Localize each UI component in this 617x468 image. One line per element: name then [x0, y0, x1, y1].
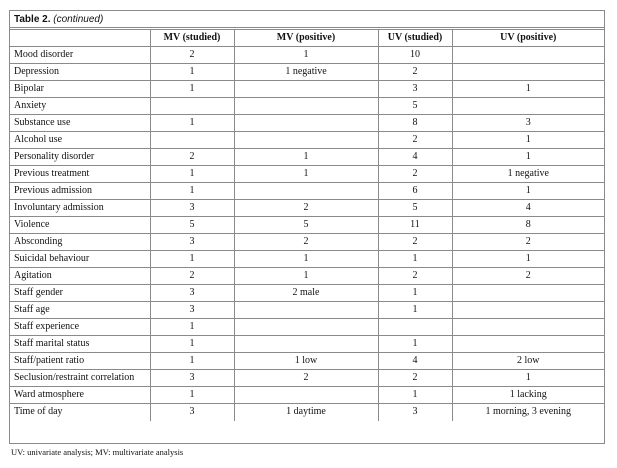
- uv-positive-cell: 1: [452, 370, 604, 387]
- row-label: Previous treatment: [10, 166, 150, 183]
- table-row: [10, 336, 604, 353]
- uv-studied-cell: 2: [378, 132, 452, 149]
- mv-studied-cell: [150, 98, 234, 115]
- table-body: [10, 47, 604, 421]
- uv-studied-cell: 2: [378, 268, 452, 285]
- uv-positive-cell: 1: [452, 183, 604, 200]
- uv-positive-cell: [452, 98, 604, 115]
- uv-studied-cell: 11: [378, 217, 452, 234]
- mv-positive-cell: [234, 319, 378, 336]
- uv-positive-cell: [452, 64, 604, 81]
- uv-studied-cell: 2: [378, 370, 452, 387]
- uv-studied-cell: 5: [378, 200, 452, 217]
- mv-studied-cell: 2: [150, 47, 234, 64]
- row-label: Staff experience: [10, 319, 150, 336]
- mv-positive-cell: 2: [234, 370, 378, 387]
- mv-studied-cell: 1: [150, 251, 234, 268]
- table-row: [10, 81, 604, 98]
- uv-studied-cell: 6: [378, 183, 452, 200]
- mv-studied-cell: 5: [150, 217, 234, 234]
- uv-positive-cell: 1: [452, 251, 604, 268]
- row-label: Involuntary admission: [10, 200, 150, 217]
- mv-studied-cell: 1: [150, 64, 234, 81]
- uv-positive-cell: 1 morning, 3 evening: [452, 404, 604, 421]
- uv-studied-cell: 4: [378, 353, 452, 370]
- table-row: [10, 217, 604, 234]
- mv-studied-cell: 1: [150, 319, 234, 336]
- table-row: [10, 370, 604, 387]
- mv-positive-cell: [234, 183, 378, 200]
- uv-positive-cell: 1: [452, 81, 604, 98]
- row-label: Seclusion/restraint correlation: [10, 370, 150, 387]
- mv-positive-cell: 1: [234, 166, 378, 183]
- uv-studied-cell: 2: [378, 64, 452, 81]
- uv-positive-cell: [452, 336, 604, 353]
- mv-studied-cell: 3: [150, 370, 234, 387]
- mv-positive-cell: [234, 115, 378, 132]
- uv-positive-cell: [452, 285, 604, 302]
- mv-positive-cell: 1 daytime: [234, 404, 378, 421]
- table-row: [10, 251, 604, 268]
- mv-studied-cell: [150, 132, 234, 149]
- row-label: Staff age: [10, 302, 150, 319]
- mv-positive-cell: 2: [234, 200, 378, 217]
- mv-positive-cell: [234, 98, 378, 115]
- row-label: Alcohol use: [10, 132, 150, 149]
- table-caption-label: Table 2.: [14, 14, 51, 25]
- row-label: Personality disorder: [10, 149, 150, 166]
- table-row: [10, 319, 604, 336]
- uv-positive-cell: [452, 319, 604, 336]
- table-header-row: [10, 30, 604, 47]
- table-row: [10, 132, 604, 149]
- row-label: Violence: [10, 217, 150, 234]
- mv-studied-cell: 1: [150, 81, 234, 98]
- row-label: Mood disorder: [10, 47, 150, 64]
- mv-studied-cell: 3: [150, 404, 234, 421]
- table-row: [10, 285, 604, 302]
- mv-positive-cell: 2: [234, 234, 378, 251]
- uv-studied-cell: 1: [378, 285, 452, 302]
- mv-positive-cell: 1 negative: [234, 64, 378, 81]
- table-row: [10, 115, 604, 132]
- column-header-variable: [10, 30, 150, 47]
- row-label: Staff/patient ratio: [10, 353, 150, 370]
- uv-positive-cell: 4: [452, 200, 604, 217]
- table-row: [10, 200, 604, 217]
- uv-studied-cell: 1: [378, 302, 452, 319]
- mv-studied-cell: 1: [150, 115, 234, 132]
- uv-studied-cell: 2: [378, 234, 452, 251]
- table-row: [10, 302, 604, 319]
- mv-positive-cell: [234, 132, 378, 149]
- mv-positive-cell: 5: [234, 217, 378, 234]
- uv-studied-cell: 1: [378, 251, 452, 268]
- table-row: [10, 234, 604, 251]
- row-label: Depression: [10, 64, 150, 81]
- row-label: Absconding: [10, 234, 150, 251]
- uv-positive-cell: 8: [452, 217, 604, 234]
- data-table: [10, 29, 604, 421]
- row-label: Substance use: [10, 115, 150, 132]
- uv-studied-cell: 3: [378, 81, 452, 98]
- table-row: [10, 268, 604, 285]
- table-row: [10, 404, 604, 421]
- mv-studied-cell: 2: [150, 149, 234, 166]
- row-label: Previous admission: [10, 183, 150, 200]
- uv-studied-cell: 4: [378, 149, 452, 166]
- mv-positive-cell: 1: [234, 47, 378, 64]
- uv-positive-cell: 2: [452, 234, 604, 251]
- mv-positive-cell: [234, 81, 378, 98]
- table-row: [10, 183, 604, 200]
- uv-studied-cell: 5: [378, 98, 452, 115]
- mv-positive-cell: [234, 336, 378, 353]
- uv-studied-cell: 1: [378, 387, 452, 404]
- mv-studied-cell: 3: [150, 285, 234, 302]
- column-header-mv-studied: MV (studied): [150, 30, 234, 47]
- uv-positive-cell: 1 lacking: [452, 387, 604, 404]
- mv-studied-cell: 2: [150, 268, 234, 285]
- uv-studied-cell: 2: [378, 166, 452, 183]
- uv-positive-cell: 1: [452, 132, 604, 149]
- uv-studied-cell: 1: [378, 336, 452, 353]
- mv-studied-cell: 1: [150, 353, 234, 370]
- mv-studied-cell: 1: [150, 183, 234, 200]
- mv-positive-cell: 1: [234, 251, 378, 268]
- row-label: Anxiety: [10, 98, 150, 115]
- uv-positive-cell: 2 low: [452, 353, 604, 370]
- mv-studied-cell: 1: [150, 387, 234, 404]
- mv-positive-cell: [234, 387, 378, 404]
- column-header-mv-positive: MV (positive): [234, 30, 378, 47]
- mv-positive-cell: 1: [234, 268, 378, 285]
- table-row: [10, 387, 604, 404]
- uv-positive-cell: 3: [452, 115, 604, 132]
- table-row: [10, 353, 604, 370]
- uv-positive-cell: 1 negative: [452, 166, 604, 183]
- table-row: [10, 98, 604, 115]
- mv-studied-cell: 1: [150, 166, 234, 183]
- mv-positive-cell: 1 low: [234, 353, 378, 370]
- column-header-uv-studied: UV (studied): [378, 30, 452, 47]
- table-caption-continued: (continued): [53, 14, 104, 25]
- mv-studied-cell: 3: [150, 234, 234, 251]
- mv-positive-cell: [234, 302, 378, 319]
- column-header-uv-positive: UV (positive): [452, 30, 604, 47]
- uv-positive-cell: [452, 302, 604, 319]
- mv-positive-cell: 1: [234, 149, 378, 166]
- uv-studied-cell: [378, 319, 452, 336]
- row-label: Staff marital status: [10, 336, 150, 353]
- row-label: Bipolar: [10, 81, 150, 98]
- row-label: Agitation: [10, 268, 150, 285]
- table-caption: [10, 11, 604, 28]
- mv-studied-cell: 1: [150, 336, 234, 353]
- uv-studied-cell: 3: [378, 404, 452, 421]
- row-label: Staff gender: [10, 285, 150, 302]
- table-row: [10, 149, 604, 166]
- table-row: [10, 166, 604, 183]
- row-label: Time of day: [10, 404, 150, 421]
- uv-positive-cell: [452, 47, 604, 64]
- mv-studied-cell: 3: [150, 200, 234, 217]
- uv-positive-cell: 2: [452, 268, 604, 285]
- table-row: [10, 64, 604, 81]
- table-row: [10, 47, 604, 64]
- row-label: Suicidal behaviour: [10, 251, 150, 268]
- mv-positive-cell: 2 male: [234, 285, 378, 302]
- row-label: Ward atmosphere: [10, 387, 150, 404]
- table-footnote: UV: univariate analysis; MV: multivariate analysis: [11, 447, 184, 457]
- uv-studied-cell: 8: [378, 115, 452, 132]
- uv-studied-cell: 10: [378, 47, 452, 64]
- table-frame: [9, 10, 605, 444]
- mv-studied-cell: 3: [150, 302, 234, 319]
- uv-positive-cell: 1: [452, 149, 604, 166]
